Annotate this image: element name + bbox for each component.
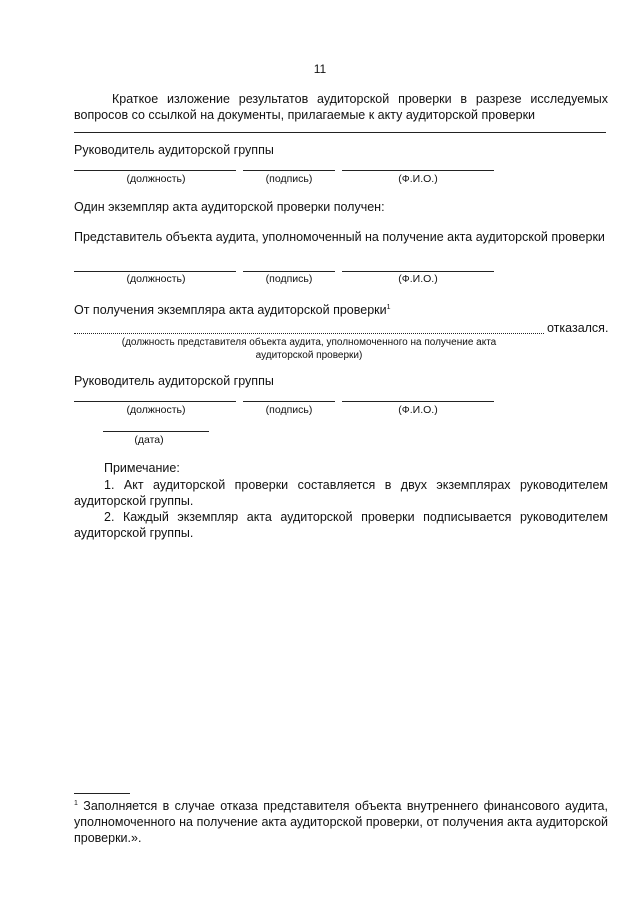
refusal-fill-line — [74, 333, 544, 334]
signature-line-2 — [243, 271, 335, 272]
caption-signature-1: (подпись) — [265, 173, 313, 185]
caption-signature-2: (подпись) — [265, 273, 313, 285]
caption-position-3: (должность) — [126, 404, 186, 416]
caption-name-3: (Ф.И.О.) — [398, 404, 438, 416]
summary-text: Краткое изложение результатов аудиторской проверки в разрезе исследуемых вопросов со ссылкой на документы, прилагаемые к акту аудиторской проверки — [74, 92, 608, 122]
summary-fill-line — [74, 132, 606, 133]
note-title: Примечание: — [104, 461, 180, 475]
footnote — [74, 796, 608, 846]
refusal-caption: (должность представителя объекта аудита, уполномоченного на получение акта аудиторской проверки) — [121, 337, 497, 361]
caption-date: (дата) — [134, 434, 164, 446]
name-line-1 — [342, 170, 494, 171]
refusal-label — [74, 303, 391, 317]
name-line-3 — [342, 401, 494, 402]
representative-label: Представитель объекта аудита, уполномоченный на получение акта аудиторской проверки — [74, 230, 605, 244]
note-item-2: 2. Каждый экземпляр акта аудиторской проверки подписывается руководителем аудиторской группы. — [74, 510, 608, 540]
signature-line-1 — [243, 170, 335, 171]
note-item-1: 1. Акт аудиторской проверки составляется в двух экземплярах руководителем аудиторской группы. — [74, 478, 608, 508]
refusal-text: От получения экземпляра акта аудиторской проверки — [74, 303, 387, 317]
position-line-3 — [74, 401, 236, 402]
head-auditor-label-2: Руководитель аудиторской группы — [74, 374, 274, 388]
head-auditor-label-1: Руководитель аудиторской группы — [74, 143, 274, 157]
caption-name-2: (Ф.И.О.) — [398, 273, 438, 285]
position-line-2 — [74, 271, 236, 272]
page-number: 11 — [313, 62, 327, 76]
footnote-separator — [74, 793, 130, 794]
footnote-mark: 1 — [74, 800, 78, 807]
signature-line-3 — [243, 401, 335, 402]
footnote-text: Заполняется в случае отказа представителя объекта внутреннего финансового аудита, уполномоченного на получение акта аудиторской проверки, от получения акта аудиторской проверки.». — [74, 799, 608, 846]
caption-signature-3: (подпись) — [265, 404, 313, 416]
caption-position-2: (должность) — [126, 273, 186, 285]
position-line-1 — [74, 170, 236, 171]
refusal-footnote-mark: 1 — [386, 303, 391, 311]
date-line — [103, 431, 209, 432]
caption-name-1: (Ф.И.О.) — [398, 173, 438, 185]
received-text: Один экземпляр акта аудиторской проверки получен: — [74, 200, 385, 214]
caption-position-1: (должность) — [126, 173, 186, 185]
refused-text: отказался. — [547, 321, 609, 335]
name-line-2 — [342, 271, 494, 272]
